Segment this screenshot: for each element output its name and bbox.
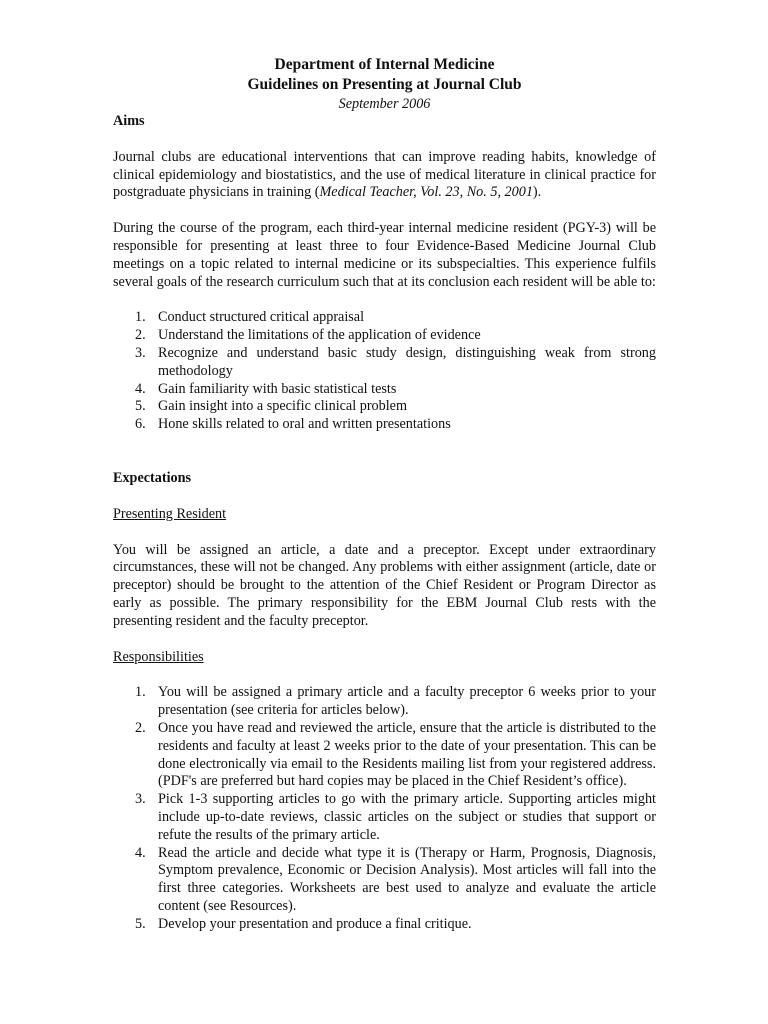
list-text: Read the article and decide what type it is (Therapy or Harm, Prognosis, Diagnosis, Symptom prevalence, Economic or Decision Analysis). Most articles will fall into the first three categories. Worksheets are best used to analyze and evaluate the article content (see Resources). <box>158 844 656 914</box>
responsibilities-heading: Responsibilities <box>113 648 204 665</box>
list-item <box>113 345 656 381</box>
list-number: 4. <box>135 380 146 397</box>
list-item <box>113 916 656 934</box>
document-title: Guidelines on Presenting at Journal Club <box>247 76 522 93</box>
list-text: Recognize and understand basic study design, distinguishing weak from strong methodology <box>158 344 656 379</box>
list-text: Understand the limitations of the application of evidence <box>158 327 481 344</box>
expectations-heading: Expectations <box>113 469 192 486</box>
list-number: 5. <box>135 915 146 932</box>
list-text: Gain insight into a specific clinical problem <box>158 398 408 415</box>
list-item <box>113 684 656 720</box>
list-item <box>113 381 656 399</box>
list-number: 4. <box>135 844 146 861</box>
list-number: 2. <box>135 327 146 344</box>
aims-paragraph-1 <box>113 149 656 202</box>
list-item <box>113 309 656 327</box>
list-number: 6. <box>135 416 146 433</box>
aims-paragraph-1-end: ). <box>532 184 542 201</box>
list-text: Gain familiarity with basic statistical tests <box>158 380 397 397</box>
citation: Medical Teacher, Vol. 23, No. 5, 2001 <box>319 184 533 201</box>
list-text: Once you have read and reviewed the article, ensure that the article is distributed to the residents and faculty at least 2 weeks prior to the date of your presentation. This can be done electronically via email to the Residents mailing list from your registered address. (PDF's are preferred but hard copies may be placed in the Chief Resident’s office). <box>158 719 656 790</box>
presenting-resident-heading: Presenting Resident <box>113 505 227 522</box>
list-number: 2. <box>135 719 146 736</box>
list-text: Develop your presentation and produce a final critique. <box>158 915 472 932</box>
responsibilities-list <box>113 684 656 933</box>
list-number: 3. <box>135 344 146 361</box>
list-text: Hone skills related to oral and written presentations <box>158 416 451 433</box>
list-text: Pick 1-3 supporting articles to go with the primary article. Supporting articles might include up-to-date reviews, classic articles on the subject or studies that support or refute the results of the primary article. <box>158 791 656 843</box>
document-date: September 2006 <box>338 96 431 112</box>
list-item <box>113 845 656 916</box>
list-number: 1. <box>135 684 146 701</box>
aims-paragraph-1-text: Journal clubs are educational interventions that can improve reading habits, knowledge of clinical epidemiology and biostatistics, and the use of medical literature in clinical practice for postgraduate physicians in training ( <box>113 148 656 201</box>
list-text: You will be assigned a primary article and a faculty preceptor 6 weeks prior to your presentation (see criteria for articles below). <box>158 684 656 719</box>
aims-heading: Aims <box>113 113 145 129</box>
list-item <box>113 791 656 844</box>
expectations-paragraph: You will be assigned an article, a date and a preceptor. Except under extraordinary circumstances, these will not be changed. Any problems with either assignment (article, date or preceptor) should be brought to the attention of the Chief Resident or Program Director as early as possible. The primary responsibility for the EBM Journal Club rests with the presenting resident and the faculty preceptor. <box>113 541 656 629</box>
list-item <box>113 327 656 345</box>
list-number: 5. <box>135 398 146 415</box>
list-item <box>113 398 656 416</box>
list-number: 3. <box>135 791 146 808</box>
list-text: Conduct structured critical appraisal <box>158 309 365 326</box>
aims-paragraph-2: During the course of the program, each third-year internal medicine resident (PGY-3) will be responsible for presenting at least three to four Evidence-Based Medicine Journal Club meetings on a topic related to internal medicine or its subspecialties. This experience fulfils several goals of the research curriculum such that at its conclusion each resident will be able to: <box>113 220 656 290</box>
department-title: Department of Internal Medicine <box>274 56 495 73</box>
list-item <box>113 416 656 434</box>
list-item <box>113 720 656 791</box>
goals-list <box>113 309 656 434</box>
list-number: 1. <box>135 309 146 326</box>
